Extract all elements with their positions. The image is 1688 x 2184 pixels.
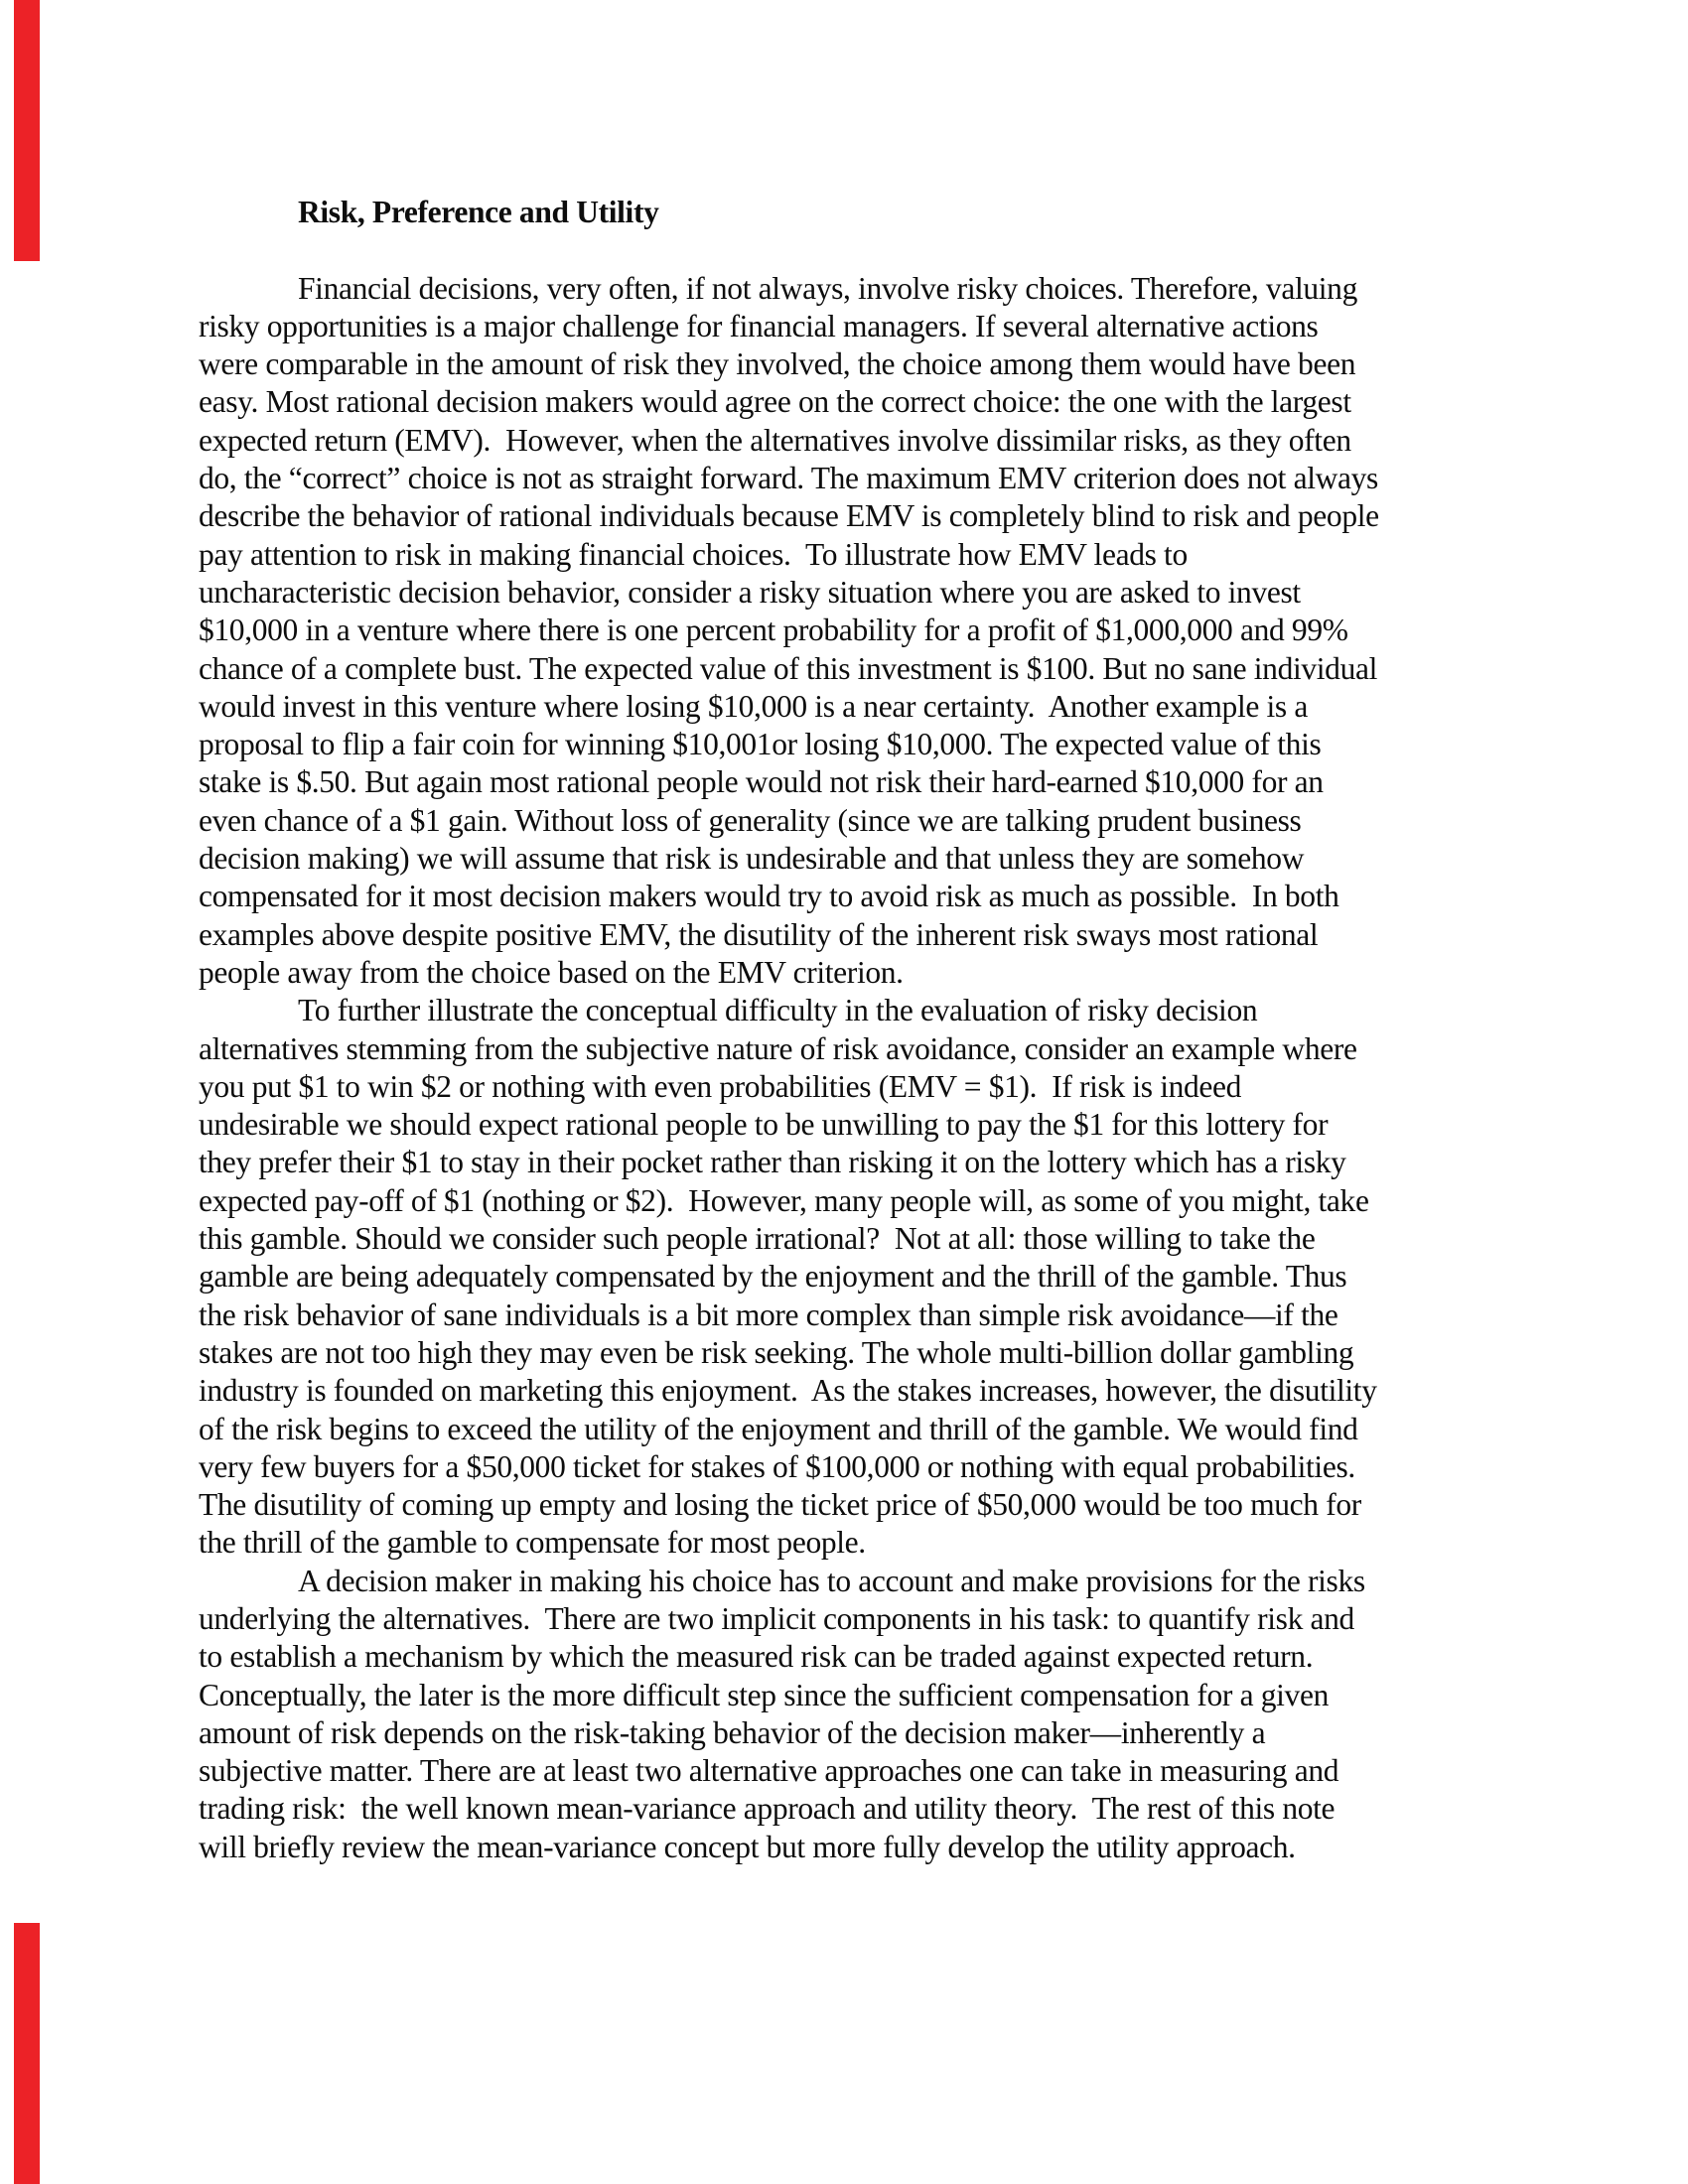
- paragraph: [199, 1563, 1509, 1866]
- text-line: to establish a mechanism by which the measured risk can be traded against expected return.: [199, 1639, 1314, 1675]
- scan-artifact-bar-bottom: [14, 1923, 40, 2184]
- paragraph: [199, 270, 1509, 993]
- text-line: subjective matter. There are at least two alternative approaches one can take in measuring and: [199, 1753, 1339, 1789]
- text-line: describe the behavior of rational individuals because EMV is completely blind to risk and people: [199, 498, 1379, 534]
- text-line: risky opportunities is a major challenge for financial managers. If several alternative actions: [199, 308, 1319, 343]
- text-line: chance of a complete bust. The expected value of this investment is $100. But no sane individual: [199, 650, 1378, 686]
- text-line: stakes are not too high they may even be risk seeking. The whole multi-billion dollar gambling: [199, 1334, 1354, 1370]
- text-line: undesirable we should expect rational people to be unwilling to pay the $1 for this lottery for: [199, 1107, 1329, 1143]
- text-line: very few buyers for a $50,000 ticket for stakes of $100,000 or nothing with equal probabilities.: [199, 1448, 1355, 1484]
- text-line: they prefer their $1 to stay in their pocket rather than risking it on the lottery which has a risky: [199, 1145, 1346, 1180]
- text-line: expected pay-off of $1 (nothing or $2). However, many people will, as some of you might, take: [199, 1182, 1369, 1218]
- text-line: pay attention to risk in making financial choices. To illustrate how EMV leads to: [199, 536, 1188, 572]
- blank-line: [199, 231, 1509, 269]
- text-line: expected return (EMV). However, when the alternatives involve dissimilar risks, as they often: [199, 422, 1351, 458]
- text-line: To further illustrate the conceptual difficulty in the evaluation of risky decision: [298, 993, 1258, 1028]
- text-line: of the risk begins to exceed the utility of the enjoyment and thrill of the gamble. We would find: [199, 1411, 1358, 1446]
- text-line: The disutility of coming up empty and losing the ticket price of $50,000 would be too much for: [199, 1487, 1361, 1523]
- paragraphs-container: [199, 270, 1509, 1866]
- text-line: would invest in this venture where losing $10,000 is a near certainty. Another example is a: [199, 688, 1308, 724]
- text-line: do, the “correct” choice is not as straight forward. The maximum EMV criterion does not always: [199, 461, 1378, 496]
- text-line: trading risk: the well known mean-variance approach and utility theory. The rest of this note: [199, 1791, 1336, 1827]
- text-line: this gamble. Should we consider such people irrational? Not at all: those willing to take the: [199, 1221, 1316, 1257]
- text-line: amount of risk depends on the risk-taking behavior of the decision maker—inherently a: [199, 1714, 1266, 1750]
- text-line: were comparable in the amount of risk they involved, the choice among them would have been: [199, 346, 1356, 382]
- text-line: Financial decisions, very often, if not always, involve risky choices. Therefore, valuing: [298, 270, 1357, 306]
- text-line: gamble are being adequately compensated by the enjoyment and the thrill of the gamble. Thus: [199, 1259, 1347, 1295]
- text-line: proposal to flip a fair coin for winning $10,001or losing $10,000. The expected value of this: [199, 727, 1322, 762]
- text-line: stake is $.50. But again most rational people would not risk their hard-earned $10,000 for an: [199, 764, 1324, 800]
- text-line: uncharacteristic decision behavior, consider a risky situation where you are asked to invest: [199, 574, 1301, 610]
- text-line: underlying the alternatives. There are two implicit components in his task: to quantify risk and: [199, 1600, 1354, 1636]
- text-line: easy. Most rational decision makers would agree on the correct choice: the one with the largest: [199, 384, 1351, 420]
- text-line: will briefly review the mean-variance concept but more fully develop the utility approach.: [199, 1829, 1296, 1864]
- text-line: people away from the choice based on the EMV criterion.: [199, 954, 904, 990]
- paragraph: [199, 992, 1509, 1562]
- text-line: you put $1 to win $2 or nothing with even probabilities (EMV = $1). If risk is indeed: [199, 1068, 1242, 1104]
- text-line: A decision maker in making his choice has to account and make provisions for the risks: [298, 1563, 1365, 1598]
- text-line: $10,000 in a venture where there is one percent probability for a profit of $1,000,000 and 99%: [199, 613, 1348, 648]
- text-line: decision making) we will assume that risk is undesirable and that unless they are somehow: [199, 841, 1305, 877]
- page-title: Risk, Preference and Utility: [298, 195, 659, 229]
- scan-artifact-bar-top: [14, 0, 40, 261]
- text-line: the thrill of the gamble to compensate for most people.: [199, 1525, 866, 1561]
- text-line: examples above despite positive EMV, the disutility of the inherent risk sways most rational: [199, 916, 1319, 952]
- text-line: industry is founded on marketing this enjoyment. As the stakes increases, however, the disutility: [199, 1373, 1377, 1409]
- document-text: [199, 194, 1509, 1866]
- text-line: the risk behavior of sane individuals is a bit more complex than simple risk avoidance—if the: [199, 1297, 1338, 1332]
- text-line: Conceptually, the later is the more difficult step since the sufficient compensation for a given: [199, 1677, 1329, 1712]
- text-line: alternatives stemming from the subjective nature of risk avoidance, consider an example where: [199, 1030, 1357, 1066]
- text-line: even chance of a $1 gain. Without loss of generality (since we are talking prudent business: [199, 802, 1302, 838]
- text-line: compensated for it most decision makers would try to avoid risk as much as possible. In both: [199, 879, 1339, 914]
